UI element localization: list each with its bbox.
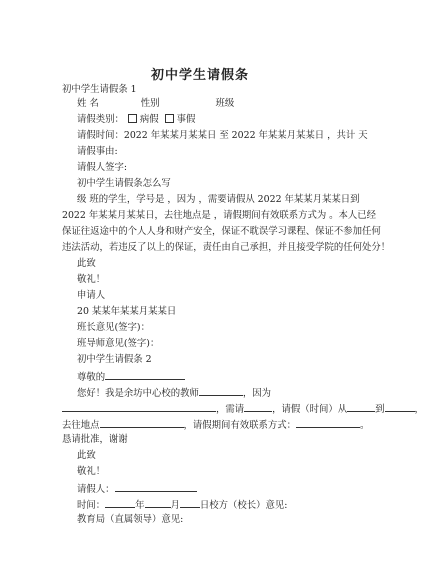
applicant-blank[interactable] bbox=[115, 482, 197, 492]
approval-request: 恳请批准，谢谢 bbox=[62, 434, 128, 445]
paragraph-line-4: 违法活动，若违反了以上的保证，责任由自己承担，并且接受学院的任何处分！ bbox=[62, 242, 391, 253]
to-blank[interactable] bbox=[385, 402, 415, 412]
applicant-label-2: 请假人： bbox=[77, 484, 115, 495]
paragraph-line-2: 2022 年某某月某某日，去往地点是 ，请假期间有效联系方式为 。本人已经 bbox=[62, 210, 377, 221]
document-title: 初中学生请假条 bbox=[150, 68, 249, 83]
leave-time-row: 请假时间：2022 年某某月某某日 至 2022 年某某月某某日 ，共计 天 bbox=[77, 130, 368, 141]
signature-row: 请假人签字: bbox=[77, 162, 128, 173]
closing-cizhi-2: 此致 bbox=[77, 450, 96, 461]
month-blank[interactable] bbox=[145, 498, 171, 508]
teacher-opinion: 班导师意见(签字)： bbox=[77, 338, 160, 349]
leave-type-label: 请假类别： bbox=[77, 114, 124, 125]
day-blank[interactable] bbox=[180, 498, 200, 508]
destination-label: 去往地点 bbox=[62, 420, 100, 431]
year-blank[interactable] bbox=[105, 498, 135, 508]
from-blank[interactable] bbox=[347, 402, 375, 412]
intro-row bbox=[77, 386, 271, 400]
class-label: 班级 bbox=[215, 98, 235, 109]
leave-reason-row: 请假事由: bbox=[77, 146, 118, 157]
recipient-blank[interactable] bbox=[105, 370, 185, 380]
info-row bbox=[77, 98, 234, 110]
paragraph-line-3: 保证往返途中的个人人身和财产安全，保证不耽误学习课程、保证不参加任何 bbox=[62, 226, 381, 237]
to-text: 到 bbox=[375, 404, 385, 415]
bureau-opinion: 教育局（直属领导）意见: bbox=[77, 514, 184, 525]
personal-label: 事假 bbox=[176, 114, 196, 125]
sick-checkbox[interactable] bbox=[128, 114, 137, 123]
applicant-date: 20 某某年某某月某某日 bbox=[77, 306, 177, 317]
applicant-label: 申请人 bbox=[77, 290, 106, 301]
sick-label: 病假 bbox=[139, 114, 159, 125]
year-text: 年 bbox=[135, 500, 145, 511]
need-row bbox=[62, 402, 424, 416]
closing-jingli-2: 敬礼！ bbox=[77, 466, 106, 477]
applicant-row bbox=[77, 482, 197, 496]
need-text: ，需请 bbox=[216, 404, 245, 415]
intro-text: 您好！我是余坊中心校的教师 bbox=[77, 388, 199, 399]
destination-row bbox=[62, 418, 369, 432]
name-label: 姓 名 bbox=[77, 98, 99, 109]
contact-label: ，请假期间有效联系方式： bbox=[183, 420, 297, 431]
month-text: 月 bbox=[170, 500, 180, 511]
closing-jingli: 敬礼！ bbox=[77, 274, 106, 285]
paragraph-line-1: 级 班的学生，学号是 ，因为 ，需要请假从 2022 年某某月某某日到 bbox=[77, 194, 360, 205]
gender-label: 性别 bbox=[140, 98, 160, 109]
leave-type-row bbox=[77, 114, 195, 126]
days-blank[interactable] bbox=[244, 402, 272, 412]
greeting-label: 尊敬的 bbox=[77, 372, 106, 383]
monitor-opinion: 班长意见(签字)： bbox=[77, 322, 150, 333]
personal-checkbox[interactable] bbox=[165, 114, 174, 123]
comma-text: ， bbox=[414, 404, 424, 415]
teacher-name-blank[interactable] bbox=[199, 386, 243, 396]
closing-cizhi: 此致 bbox=[77, 258, 96, 269]
greeting-row bbox=[77, 370, 185, 384]
section-2-heading: 初中学生请假条 2 bbox=[77, 354, 152, 365]
askfor-text: ，请假（时间）从 bbox=[272, 404, 348, 415]
period-text: 。 bbox=[360, 420, 370, 431]
contact-blank[interactable] bbox=[296, 418, 360, 428]
destination-blank[interactable] bbox=[100, 418, 184, 428]
time-row bbox=[77, 498, 287, 512]
principal-opinion: 日校方（校长）意见: bbox=[199, 500, 288, 511]
reason-blank[interactable] bbox=[62, 402, 216, 412]
section-1-subheading: 初中学生请假条怎么写 bbox=[77, 178, 171, 189]
section-1-heading: 初中学生请假条 1 bbox=[62, 84, 137, 95]
time-label: 时间： bbox=[77, 500, 106, 511]
because-text: ，因为 bbox=[242, 388, 272, 399]
